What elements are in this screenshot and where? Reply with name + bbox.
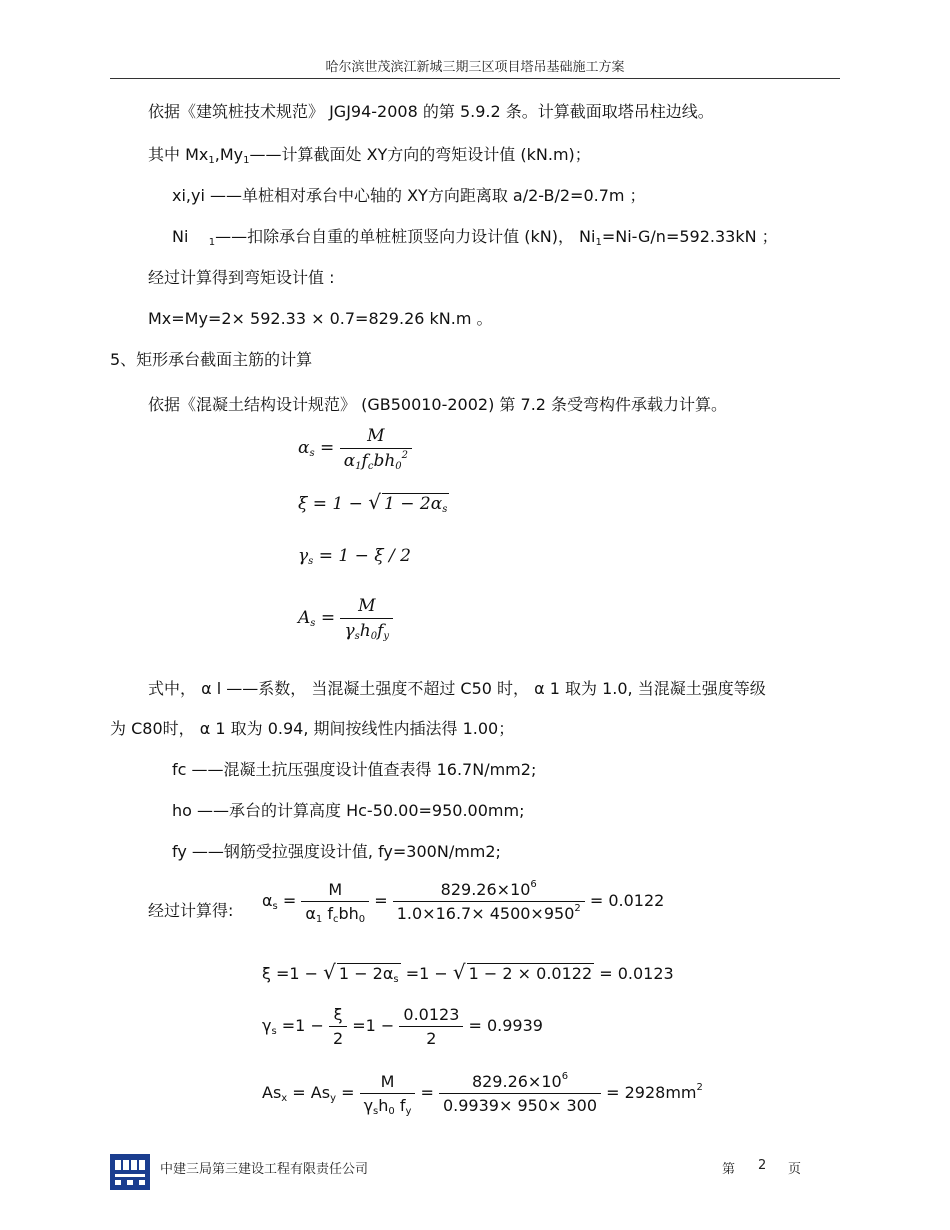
formula-alpha-s: αs = $\frac{M}{\alpha 1fcbh0^2}$ [298, 426, 412, 471]
formula-As: As = $\frac{M}{\text{γsh0fy}}$ [298, 596, 393, 641]
footer-page-prefix: 第 [722, 1162, 736, 1177]
text-line-2: 其中 Mx1,My1——计算截面处 XY方向的弯矩设计值 (kN.m)； [148, 145, 591, 166]
calc-alpha-s: αs = $\frac{M}{\text{α1 fcbh0}}$ = $\frac{829.26\times 10^6}{1.0\times 16.7\times 4500\times 950^2}$ = 0.0122 [262, 879, 665, 925]
footer-page-number: 2 [758, 1158, 767, 1173]
text-line-ho: ho ——承台的计算高度 Hc-50.00=950.00mm; [172, 801, 525, 820]
text-line-fc: fc ——混凝土抗压强度设计值查表得 16.7N/mm2; [172, 760, 537, 779]
text-line-1: 依据《建筑桩技术规范》 JGJ94-2008 的第 5.9.2 条。计算截面取塔吊柱边线。 [148, 102, 714, 121]
calc-gamma-s: γs =1 − $\frac{\xi}{2}$ =1 − $\frac{0.0123}{2}$ = 0.9939 [262, 1005, 543, 1048]
footer-company: 中建三局第三建设工程有限责任公司 [160, 1162, 369, 1177]
text-line-9: 式中， α l ——系数， 当混凝土强度不超过 C50 时， α 1 取为 1.0, 当混凝土强度等级 [148, 679, 766, 698]
section-heading: 5、矩形承台截面主筋的计算 [110, 350, 313, 369]
text-line-10: 为 C80时， α 1 取为 0.94, 期间按线性内插法得 1.00； [110, 719, 515, 738]
formula-xi: ξ = 1 − √ 1 − 2αs [298, 490, 448, 515]
text-line-5: 经过计算得到弯矩设计值 : [148, 268, 335, 287]
header-divider [110, 78, 840, 79]
text-line-fy: fy ——钢筋受拉强度设计值, fy=300N/mm2; [172, 842, 501, 861]
page-header: 哈尔滨世茂滨江新城三期三区项目塔吊基础施工方案 [325, 60, 625, 75]
text-line-6: Mx=My=2× 592.33 × 0.7=829.26 kN.m 。 [148, 309, 493, 328]
company-logo-icon [110, 1154, 150, 1190]
text-line-3: xi,yi ——单桩相对承台中心轴的 XY方向距离取 a/2-B/2=0.7m ； [172, 186, 646, 205]
calc-As: Asx = Asy = $\frac{M}{\text{γsh0 fy}}$ = $\frac{829.26\times 10^6}{0.9939\times 950\times 300}$ = $2928mm^2$ [262, 1071, 703, 1117]
footer-page-suffix: 页 [788, 1162, 802, 1177]
calc-xi: ξ =1 − √ 1 − 2αs =1 − √ 1 − 2 × 0.0122 = 0.0123 [262, 960, 674, 985]
text-line-calc-label: 经过计算得: [148, 901, 234, 920]
text-line-4: Ni 1——扣除承台自重的单桩桩顶竖向力设计值 (kN)， Ni1=Ni-G/n=592.33kN ； [172, 227, 778, 248]
text-line-8: 依据《混凝土结构设计规范》 (GB50010-2002) 第 7.2 条受弯构件承载力计算。 [148, 395, 728, 414]
formula-gamma-s: γs = 1 − ξ / 2 [298, 546, 411, 567]
